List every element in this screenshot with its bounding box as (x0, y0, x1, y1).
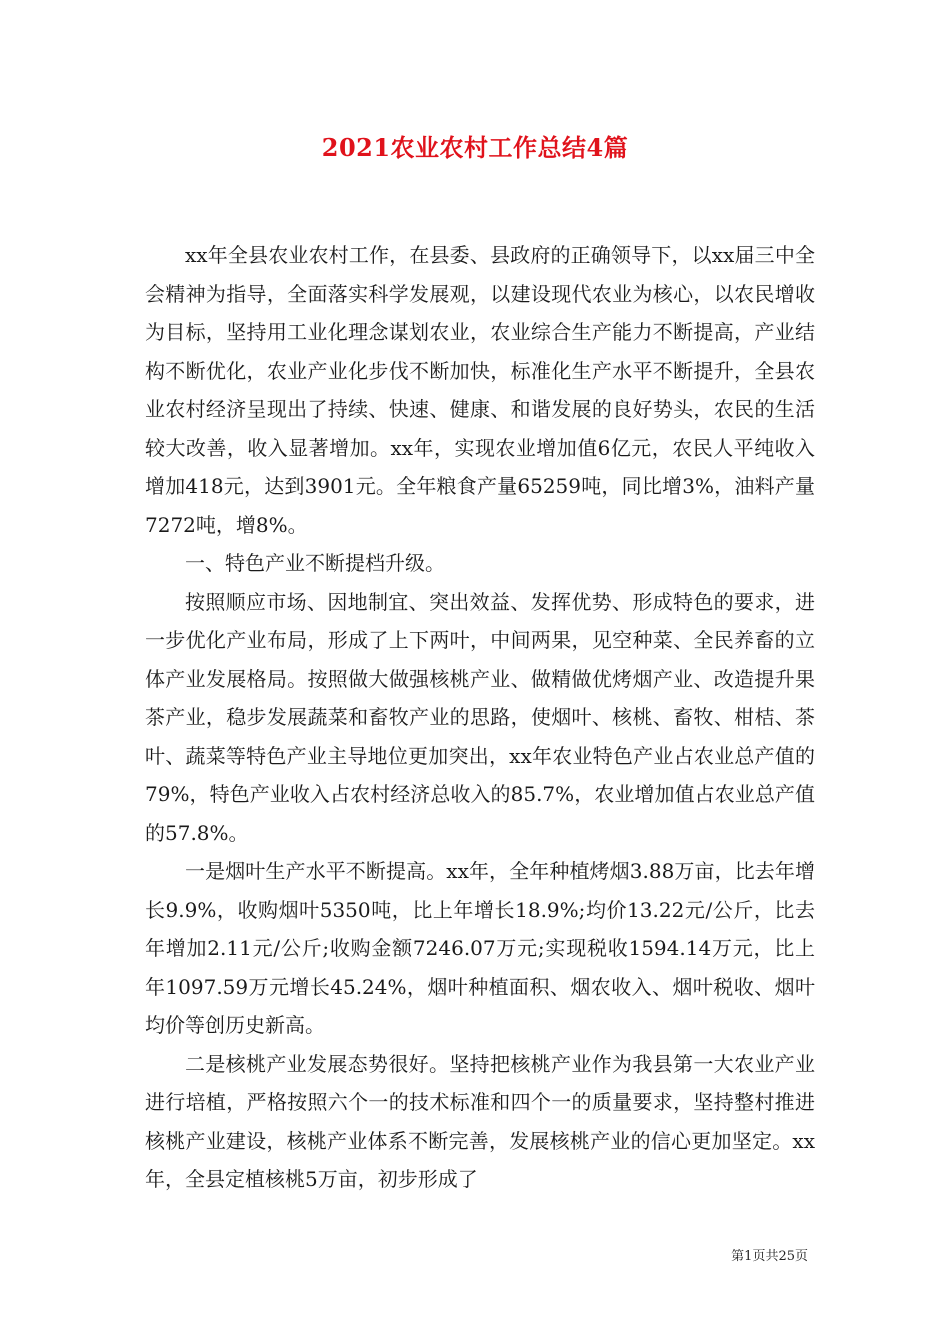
section-heading-1: 一、特色产业不断提档升级。 (185, 551, 445, 575)
paragraph-tobacco: 一是烟叶生产水平不断提高。xx年，全年种植烤烟3.88万亩，比去年增长9.9%，收购烟叶5350吨，比上年增长18.9%;均价13.22元/公斤，比去年增加2.11元/公斤;收购金额7246.07万元;实现税收1594.14万元，比上年1097.59万元增长45.24%，烟叶种植面积、烟农收入、烟叶税收、烟叶均价等创历史新高。 (145, 859, 815, 1037)
paragraph-industry-layout: 按照顺应市场、因地制宜、突出效益、发挥优势、形成特色的要求，进一步优化产业布局，形成了上下两叶，中间两果，见空种菜、全民养畜的立体产业发展格局。按照做大做强核桃产业、做精做优烤烟产业、改造提升果茶产业，稳步发展蔬菜和畜牧产业的思路，使烟叶、核桃、畜牧、柑桔、茶叶、蔬菜等特色产业主导地位更加突出，xx年农业特色产业占农业总产值的79%，特色产业收入占农村经济总收入的85.7%，农业增加值占农业总产值的57.8%。 (145, 589, 815, 845)
document-title: 2021农业农村工作总结4篇 (321, 133, 629, 162)
paragraph-walnut: 二是核桃产业发展态势很好。坚持把核桃产业作为我县第一大农业产业进行培植，严格按照六个一的技术标准和四个一的质量要求，坚持整村推进核桃产业建设，核桃产业体系不断完善，发展核桃产业的信心更加坚定。xx年，全县定植核桃5万亩，初步形成了 (145, 1051, 815, 1191)
document-body (145, 236, 815, 1199)
paragraph-intro: xx年全县农业农村工作，在县委、县政府的正确领导下，以xx届三中全会精神为指导，全面落实科学发展观，以建设现代农业为核心，以农民增收为目标，坚持用工业化理念谋划农业，农业综合生产能力不断提高，产业结构不断优化，农业产业化步伐不断加快，标准化生产水平不断提升，全县农业农村经济呈现出了持续、快速、健康、和谐发展的良好势头，农民的生活较大改善，收入显著增加。xx年，实现农业增加值6亿元，农民人平纯收入增加418元，达到3901元。全年粮食产量65259吨，同比增3%，油料产量7272吨，增8%。 (145, 243, 815, 537)
page-number: 第1页共25页 (731, 1249, 808, 1264)
